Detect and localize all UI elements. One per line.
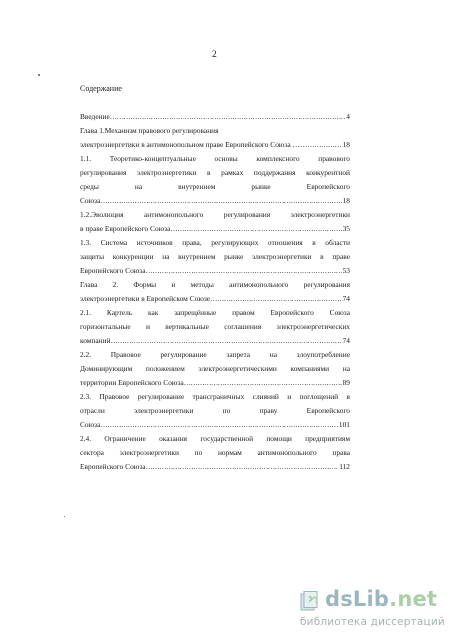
toc-text-line: 2.1. Картель как запрещённые правом Европейского Союза <box>80 308 350 317</box>
toc-text-line: 2.3. Правовое регулирование трансграничных слияний и поглощений в <box>80 392 350 401</box>
toc-page-number: 112 <box>339 462 350 471</box>
toc-text-line: Глава 1.Механизм правового регулирования <box>80 126 219 135</box>
toc-text-line: 2.2. Правовое регулирование запрета на злоупотребление <box>80 350 350 359</box>
dot-leader <box>146 264 342 278</box>
toc-entry-line <box>80 334 350 348</box>
toc-page-number: 74 <box>342 336 350 345</box>
toc-entry-line <box>80 376 350 390</box>
toc-page-number: 18 <box>342 196 350 205</box>
toc-text-line: 1.3. Система источников права, регулирующих отношения в области <box>80 238 350 247</box>
toc-text-line: 2.4. Ограничение оказания государственной помощи предприятиям <box>80 434 350 443</box>
dot-leader <box>307 138 341 152</box>
document-stack-icon <box>298 589 322 613</box>
dot-leader <box>100 418 338 432</box>
scan-speck <box>64 516 65 517</box>
toc-entry-text: компаний <box>80 336 111 345</box>
toc-entry-text: Союза <box>80 420 101 429</box>
toc-entry-line <box>80 194 350 208</box>
dot-leader <box>100 194 341 208</box>
toc-text-line: сектора электроэнергетики по нормам антимонопольного права <box>80 448 350 457</box>
dot-leader <box>210 292 342 306</box>
toc-entry-text: электроэнергетики в Европейском Союзе <box>80 294 211 303</box>
site-name <box>325 587 437 611</box>
toc-text-line: 1.1. Теоретико-концептуальные основы комплексного правового <box>80 154 350 163</box>
site-watermark-logo <box>298 587 448 633</box>
dot-leader <box>184 376 342 390</box>
dot-leader <box>110 110 346 124</box>
toc-text-line: 1.2.Эволюция антимонопольного регулирования электроэнергетики <box>80 210 350 219</box>
toc-page-number: 74 <box>342 294 350 303</box>
toc-text-line: горизонтальные и вертикальные соглашения электроэнергетических <box>80 322 350 331</box>
toc-entry-text: Европейского Союза <box>80 462 146 471</box>
toc-page-number: 35 <box>342 224 350 233</box>
toc-text-line: регулирования электроэнергетики в рамках поддержания конкурентной <box>80 168 350 177</box>
toc-entry-line <box>80 110 350 124</box>
page-number: 2 <box>212 50 217 60</box>
toc-text-line: Глава 2. Формы и методы антимонопольного регулирования <box>80 280 350 289</box>
toc-page-number: 101 <box>338 420 350 429</box>
toc-text-line: защиты конкуренции на внутреннем рынке электроэнергетики в праве <box>80 252 350 261</box>
toc-page-number: 18 <box>342 140 350 149</box>
toc-entry-line <box>80 418 350 432</box>
site-tagline: библиотека диссертаций <box>300 616 445 628</box>
toc-page-number: 4 <box>346 112 350 121</box>
dot-leader <box>111 334 342 348</box>
toc-text-line: Доминирующим положением электроэнергетическими компаниями на <box>80 364 350 373</box>
table-of-contents <box>80 110 350 474</box>
toc-entry-line <box>80 460 350 474</box>
toc-entry-text: Европейского Союза <box>80 266 146 275</box>
toc-text-line: среды на внутреннем рынке Европейского <box>80 182 350 191</box>
toc-entry-text: в праве Европейского Союза <box>80 224 171 233</box>
toc-page-number: 53 <box>342 266 350 275</box>
toc-entry-line <box>80 222 350 236</box>
dot-leader <box>146 460 339 474</box>
toc-page-number: 89 <box>342 378 350 387</box>
toc-title: Содержание <box>80 84 122 93</box>
site-name-main: dsLib <box>325 587 390 611</box>
toc-entry-text: Введение <box>80 112 110 121</box>
dot-leader <box>170 222 341 236</box>
toc-text-line: отрасли электроэнергетики по праву Европейского <box>80 406 350 415</box>
scan-speck <box>38 74 40 76</box>
toc-entry-line <box>80 292 350 306</box>
toc-entry-line <box>80 138 350 152</box>
toc-entry-text: территории Европейского Союза <box>80 378 184 387</box>
toc-entry-text: Союза <box>80 196 101 205</box>
toc-entry-line <box>80 264 350 278</box>
site-name-tld: .net <box>389 587 438 611</box>
toc-entry-text: электроэнергетики в антимонопольном праве Европейского Союза …… <box>80 140 308 149</box>
